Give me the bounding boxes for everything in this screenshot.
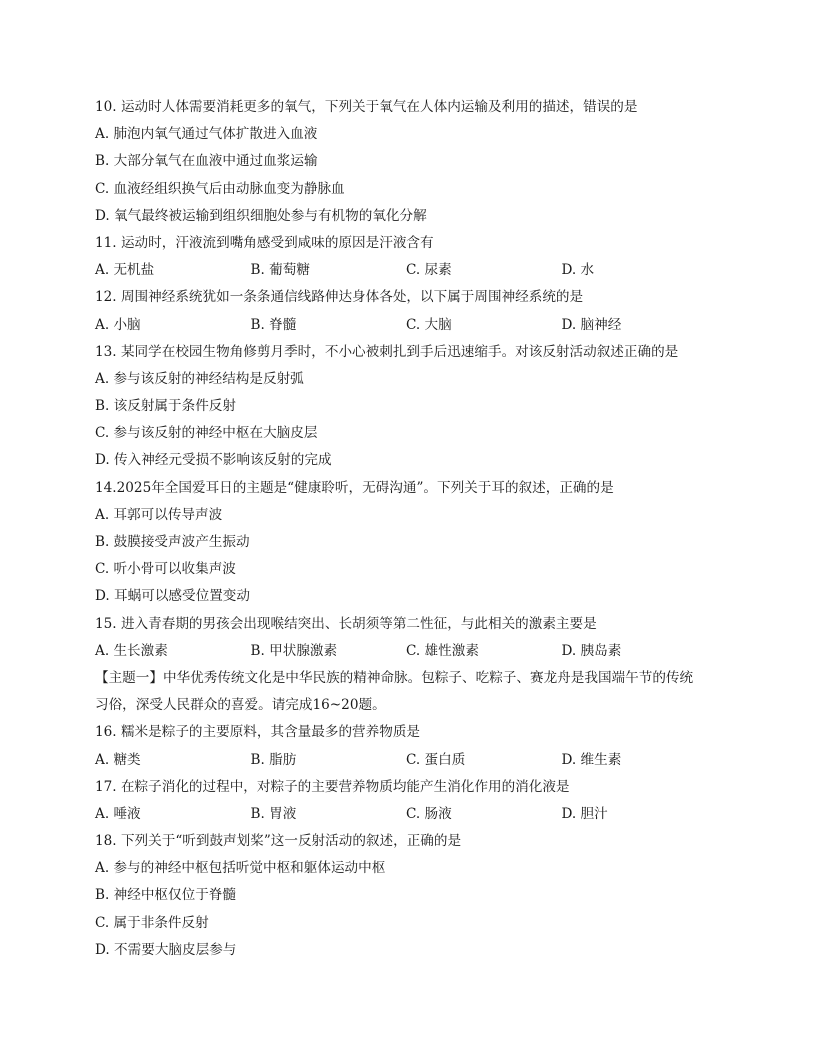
text-line: 习俗，深受人民群众的喜爱。请完成16~20题。 (95, 697, 386, 714)
text-line: A. 参与该反射的神经结构是反射弧 (95, 370, 304, 387)
text-line: 12. 周围神经系统犹如一条条通信线路伸达身体各处，以下属于周围神经系统的是 (95, 289, 584, 306)
option-b: B. 脂肪 (250, 751, 297, 768)
option-row (95, 801, 720, 828)
text-line: B. 大部分氧气在血液中通过血浆运输 (95, 153, 318, 170)
option-c: C. 大脑 (406, 316, 452, 333)
option-a: A. 糖类 (95, 751, 141, 768)
option-c: C. 肠液 (406, 805, 452, 822)
option-d: D. 脑神经 (561, 316, 622, 333)
option-b: B. 甲状腺激素 (250, 642, 338, 659)
option-a: A. 唾液 (95, 805, 141, 822)
option-row (95, 747, 720, 774)
option-c: C. 蛋白质 (406, 751, 466, 768)
text-line: 11. 运动时，汗液流到嘴角感受到咸味的原因是汗液含有 (95, 234, 434, 251)
question-list (95, 94, 720, 964)
option-d: D. 胆汁 (561, 805, 608, 822)
option-c: C. 雄性激素 (406, 642, 479, 659)
option-row (95, 312, 720, 339)
text-line: 16. 糯米是粽子的主要原料，其含量最多的营养物质是 (95, 724, 421, 741)
text-line: 14.2025年全国爱耳日的主题是“健康聆听，无碍沟通”。下列关于耳的叙述，正确的是 (95, 479, 614, 496)
text-line: B. 神经中枢仅位于脊髓 (95, 887, 236, 904)
text-line: D. 耳蜗可以感受位置变动 (95, 588, 250, 605)
text-line: D. 不需要大脑皮层参与 (95, 941, 237, 958)
option-d: D. 胰岛素 (561, 642, 622, 659)
option-a: A. 无机盐 (95, 262, 155, 279)
text-line: D. 氧气最终被运输到组织细胞处参与有机物的氧化分解 (95, 207, 427, 224)
option-d: D. 维生素 (561, 751, 622, 768)
text-line: D. 传入神经元受损不影响该反射的完成 (95, 452, 332, 469)
option-a: A. 小脑 (95, 316, 141, 333)
option-b: B. 脊髓 (250, 316, 297, 333)
option-c: C. 尿素 (406, 262, 452, 279)
text-line: C. 血液经组织换气后由动脉血变为静脉血 (95, 180, 345, 197)
text-line: C. 参与该反射的神经中枢在大脑皮层 (95, 425, 318, 442)
text-line: 【主题一】中华优秀传统文化是中华民族的精神命脉。包粽子、吃粽子、赛龙舟是我国端午节的传统 (95, 669, 694, 686)
option-d: D. 水 (561, 262, 595, 279)
option-b: B. 葡萄糖 (250, 262, 310, 279)
text-line: C. 属于非条件反射 (95, 914, 209, 931)
text-line: 15. 进入青春期的男孩会出现喉结突出、长胡须等第二性征，与此相关的激素主要是 (95, 615, 597, 632)
option-row (95, 638, 720, 665)
option-b: B. 胃液 (250, 805, 297, 822)
text-line: A. 耳郭可以传导声波 (95, 506, 223, 523)
option-row (95, 257, 720, 284)
text-line: A. 参与的神经中枢包括听觉中枢和躯体运动中枢 (95, 860, 386, 877)
text-line: C. 听小骨可以收集声波 (95, 561, 236, 578)
text-line: A. 肺泡内氧气通过气体扩散进入血液 (95, 126, 318, 143)
option-a: A. 生长激素 (95, 642, 168, 659)
text-line: B. 该反射属于条件反射 (95, 398, 236, 415)
text-line: B. 鼓膜接受声波产生振动 (95, 534, 250, 550)
text-line: 18. 下列关于“听到鼓声划桨”这一反射活动的叙述，正确的是 (95, 833, 462, 850)
text-line: 10. 运动时人体需要消耗更多的氧气，下列关于氧气在人体内运输及利用的描述，错误的是 (95, 99, 638, 115)
text-line: 13. 某同学在校园生物角修剪月季时，不小心被刺扎到手后迅速缩手。对该反射活动叙述正确的是 (95, 343, 679, 360)
text-line: 17. 在粽子消化的过程中，对粽子的主要营养物质均能产生消化作用的消化液是 (95, 778, 570, 795)
